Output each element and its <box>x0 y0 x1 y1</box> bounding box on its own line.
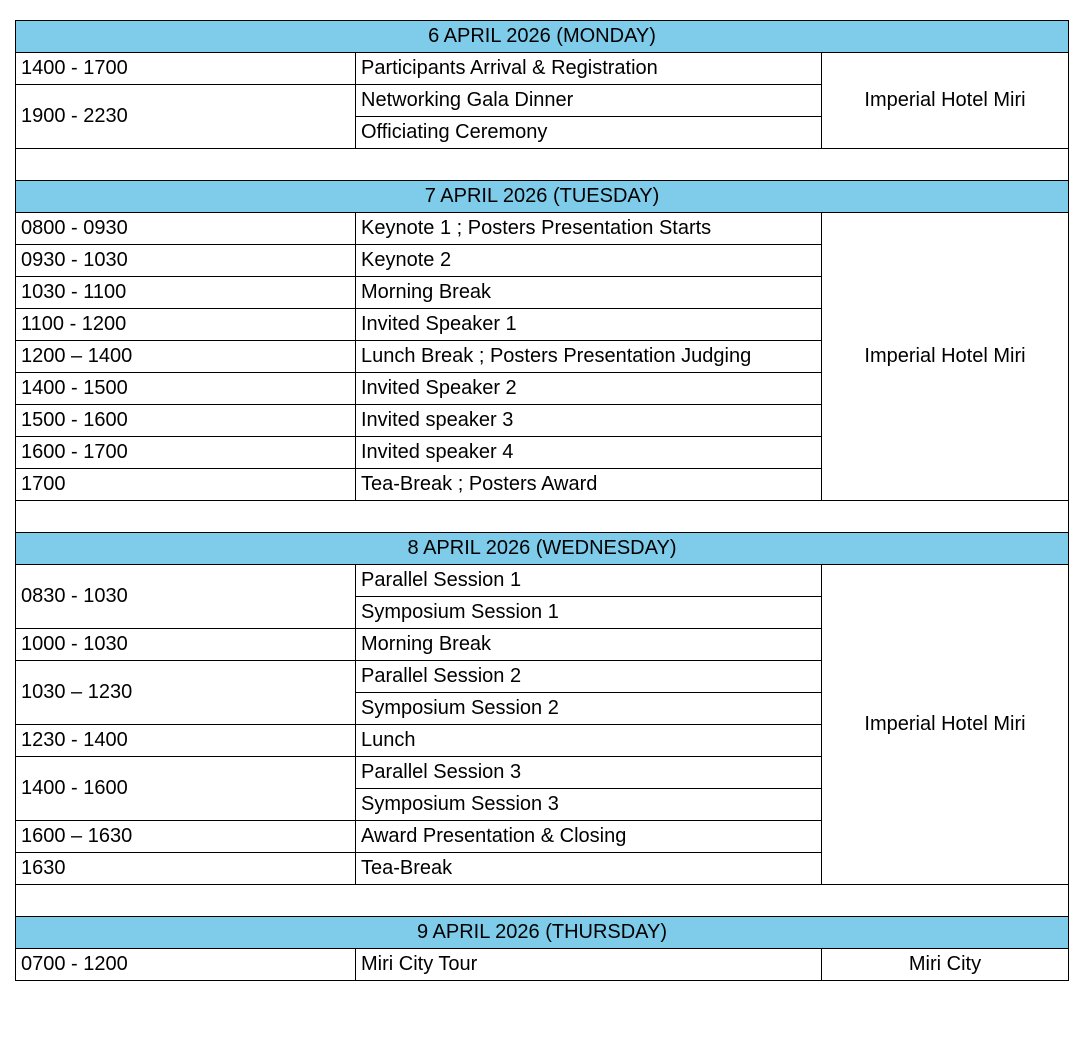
event-cell: Lunch <box>356 725 822 757</box>
time-cell: 1400 - 1600 <box>16 757 356 821</box>
event-cell: Parallel Session 3 <box>356 757 822 789</box>
table-row <box>16 213 1069 245</box>
time-cell: 1500 - 1600 <box>16 405 356 437</box>
event-cell: Tea-Break ; Posters Award <box>356 469 822 501</box>
event-cell: Symposium Session 2 <box>356 693 822 725</box>
time-cell: 1900 - 2230 <box>16 85 356 149</box>
venue-cell: Imperial Hotel Miri <box>822 53 1069 149</box>
event-cell: Award Presentation & Closing <box>356 821 822 853</box>
spacer-row <box>16 149 1069 181</box>
time-cell: 1000 - 1030 <box>16 629 356 661</box>
time-cell: 1030 – 1230 <box>16 661 356 725</box>
venue-cell: Imperial Hotel Miri <box>822 565 1069 885</box>
time-cell: 1100 - 1200 <box>16 309 356 341</box>
time-cell: 0800 - 0930 <box>16 213 356 245</box>
spacer-cell <box>16 501 1069 533</box>
day-header-row <box>16 533 1069 565</box>
event-cell: Parallel Session 1 <box>356 565 822 597</box>
venue-cell: Miri City <box>822 949 1069 981</box>
time-cell: 0930 - 1030 <box>16 245 356 277</box>
time-cell: 1600 – 1630 <box>16 821 356 853</box>
time-cell: 0700 - 1200 <box>16 949 356 981</box>
event-cell: Symposium Session 3 <box>356 789 822 821</box>
event-cell: Lunch Break ; Posters Presentation Judging <box>356 341 822 373</box>
event-cell: Invited speaker 4 <box>356 437 822 469</box>
event-cell: Keynote 2 <box>356 245 822 277</box>
event-cell: Networking Gala Dinner <box>356 85 822 117</box>
day-header: 8 APRIL 2026 (WEDNESDAY) <box>16 533 1069 565</box>
schedule-table <box>15 20 1069 981</box>
day-header: 9 APRIL 2026 (THURSDAY) <box>16 917 1069 949</box>
venue-cell: Imperial Hotel Miri <box>822 213 1069 501</box>
event-cell: Keynote 1 ; Posters Presentation Starts <box>356 213 822 245</box>
spacer-cell <box>16 885 1069 917</box>
event-cell: Invited Speaker 1 <box>356 309 822 341</box>
event-cell: Officiating Ceremony <box>356 117 822 149</box>
time-cell: 1700 <box>16 469 356 501</box>
time-cell: 1600 - 1700 <box>16 437 356 469</box>
day-header-row <box>16 21 1069 53</box>
event-cell: Morning Break <box>356 277 822 309</box>
event-cell: Parallel Session 2 <box>356 661 822 693</box>
event-cell: Invited speaker 3 <box>356 405 822 437</box>
day-header: 6 APRIL 2026 (MONDAY) <box>16 21 1069 53</box>
time-cell: 1630 <box>16 853 356 885</box>
time-cell: 1200 – 1400 <box>16 341 356 373</box>
spacer-row <box>16 501 1069 533</box>
day-header-row <box>16 917 1069 949</box>
event-cell: Morning Break <box>356 629 822 661</box>
event-cell: Participants Arrival & Registration <box>356 53 822 85</box>
time-cell: 0830 - 1030 <box>16 565 356 629</box>
day-header: 7 APRIL 2026 (TUESDAY) <box>16 181 1069 213</box>
time-cell: 1030 - 1100 <box>16 277 356 309</box>
event-cell: Miri City Tour <box>356 949 822 981</box>
spacer-cell <box>16 149 1069 181</box>
table-row <box>16 949 1069 981</box>
event-cell: Tea-Break <box>356 853 822 885</box>
time-cell: 1230 - 1400 <box>16 725 356 757</box>
day-header-row <box>16 181 1069 213</box>
time-cell: 1400 - 1500 <box>16 373 356 405</box>
table-row <box>16 565 1069 597</box>
spacer-row <box>16 885 1069 917</box>
table-row <box>16 53 1069 85</box>
event-cell: Symposium Session 1 <box>356 597 822 629</box>
event-cell: Invited Speaker 2 <box>356 373 822 405</box>
time-cell: 1400 - 1700 <box>16 53 356 85</box>
